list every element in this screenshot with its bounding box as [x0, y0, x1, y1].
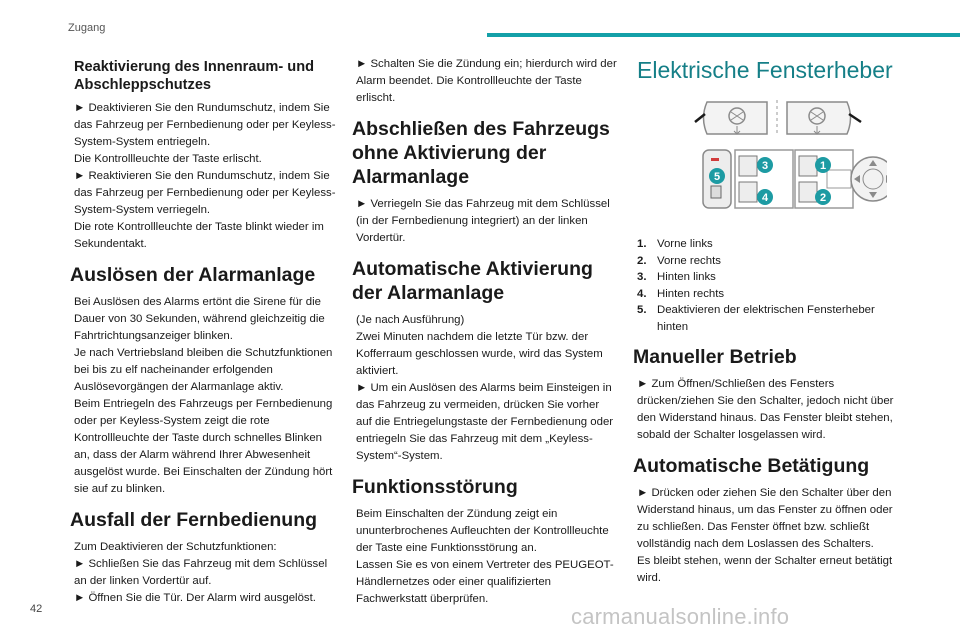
- chapter-title: Elektrische Fensterheber: [637, 57, 893, 83]
- paragraph: Zum Deaktivieren der Schutzfunktionen:: [74, 541, 277, 553]
- paragraph: ► Schließen Sie das Fahrzeug mit dem Schlüssel an der linken Vordertür auf.: [74, 558, 328, 587]
- heading-reactivation: Reaktivierung des Innenraum- und Abschleppschutzes: [74, 59, 315, 93]
- heading-auto-activation: Automatische Aktivierung der Alarmanlage: [352, 258, 593, 304]
- legend-list: [637, 236, 899, 335]
- paragraph: Lassen Sie es von einem Vertreter des PEUGEOT-Händlernetzes oder einer qualifizierten Fachwerkstatt überprüfen.: [356, 559, 614, 605]
- running-header: Zugang: [68, 22, 106, 34]
- list-item: 4. Hinten rechts: [637, 287, 725, 300]
- list-item: 2. Vorne rechts: [637, 254, 721, 267]
- paragraph: Die Kontrollleuchte der Taste erlischt.: [74, 153, 262, 165]
- svg-text:5: 5: [713, 171, 721, 183]
- paragraph: ► Reaktivieren Sie den Rundumschutz, indem Sie das Fahrzeug per Fernbedienung oder per Keyless-System-System verriegeln.: [74, 170, 336, 216]
- paragraph: ► Öffnen Sie die Tür. Der Alarm wird ausgelöst.: [74, 592, 316, 604]
- callout-4: [757, 189, 773, 205]
- paragraph: ► Schalten Sie die Zündung ein; hierdurch wird der Alarm beendet. Die Kontrollleuchte der Taste erlischt.: [356, 58, 617, 104]
- column-left: [70, 56, 336, 607]
- paragraph: ► Um ein Auslösen des Alarms beim Einsteigen in das Fahrzeug zu vermeiden, drücken Sie vorher auf die Entriegelungstaste der Fernbedienung oder entriegeln Sie das Fahrzeug mit dem „Keyless-System“-System.: [356, 382, 614, 462]
- header-accent-bar: [487, 33, 960, 37]
- paragraph: Beim Einschalten der Zündung zeigt ein ununterbrochenes Aufleuchten der Kontrollleuchte der Taste eine Funktionsstörung an.: [356, 508, 609, 554]
- heading-alarm-trigger: Auslösen der Alarmanlage: [70, 264, 316, 286]
- window-switch-illustration: [667, 100, 887, 230]
- paragraph: (Je nach Ausführung): [356, 314, 465, 326]
- paragraph: ► Verriegeln Sie das Fahrzeug mit dem Schlüssel (in der Fernbedienung integriert) an der linken Vordertür.: [356, 198, 610, 244]
- page-number: 42: [30, 603, 43, 615]
- callout-1: [815, 157, 831, 173]
- list-item: 3. Hinten links: [637, 271, 716, 283]
- callout-2: [815, 189, 831, 205]
- heading-locking: Abschließen des Fahrzeugs ohne Aktivierung der Alarmanlage: [352, 118, 610, 188]
- paragraph: ► Drücken oder ziehen Sie den Schalter über den Widerstand hinaus, um das Fenster zu öffnen oder zu schließen. Das Fenster öffnet bzw. schließt vollständig nach dem Loslassen des Schalters.: [637, 487, 893, 550]
- heading-malfunction: Funktionsstörung: [352, 476, 518, 498]
- paragraph: ► Deaktivieren Sie den Rundumschutz, indem Sie das Fahrzeug per Fernbedienung oder per Keyless-System-System entriegeln.: [74, 102, 336, 148]
- column-right: [633, 56, 899, 587]
- heading-remote-failure: Ausfall der Fernbedienung: [70, 509, 318, 531]
- svg-text:3: 3: [761, 160, 769, 172]
- paragraph: Beim Entriegeln des Fahrzeugs per Fernbedienung oder per Keyless-System zeigt die rote Kontrollleuchte der Taste durch schnelles Blinken an, dass der Alarm während Ihrer Abwesenheit ausgelöst wurde. Bei Einschalten der Zündung hört sie auf zu blinken.: [74, 398, 333, 495]
- paragraph: ► Zum Öffnen/Schließen des Fensters drücken/ziehen Sie den Schalter, jedoch nicht über den Widerstand hinaus. Das Fenster bleibt stehen, sobald der Schalter losgelassen wird.: [637, 378, 894, 441]
- column-middle: [352, 56, 618, 608]
- car-top-view-right-icon: [787, 102, 861, 134]
- svg-text:4: 4: [761, 192, 769, 204]
- paragraph: Je nach Vertriebsland bleiben die Schutzfunktionen bei bis zu elf nacheinander erfolgenden Auslösevorgängen der Alarmanlage aktiv.: [74, 347, 333, 393]
- car-top-view-left-icon: [695, 102, 767, 134]
- paragraph: Bei Auslösen des Alarms ertönt die Sirene für die Dauer von 30 Sekunden, während gleichzeitig die Fahrtrichtungsanzeiger blinken.: [74, 296, 325, 342]
- window-switch-diagram: [667, 100, 887, 230]
- list-item: 5. Deaktivieren der elektrischen Fensterheber hinten: [637, 304, 875, 333]
- callout-5: [709, 168, 725, 184]
- paragraph: Es bleibt stehen, wenn der Schalter erneut betätigt wird.: [637, 555, 893, 584]
- heading-automatic-operation: Automatische Betätigung: [633, 455, 870, 477]
- list-item: 1. Vorne links: [637, 238, 713, 250]
- callout-3: [757, 157, 773, 173]
- paragraph: Die rote Kontrollleuchte der Taste blinkt wieder im Sekundentakt.: [74, 221, 324, 250]
- watermark: carmanualsonline.info: [571, 604, 790, 629]
- heading-manual-operation: Manueller Betrieb: [633, 346, 797, 368]
- svg-text:2: 2: [819, 192, 827, 204]
- paragraph: Zwei Minuten nachdem die letzte Tür bzw. der Kofferraum geschlossen wurde, wird das System aktiviert.: [356, 331, 603, 377]
- svg-text:1: 1: [819, 160, 827, 172]
